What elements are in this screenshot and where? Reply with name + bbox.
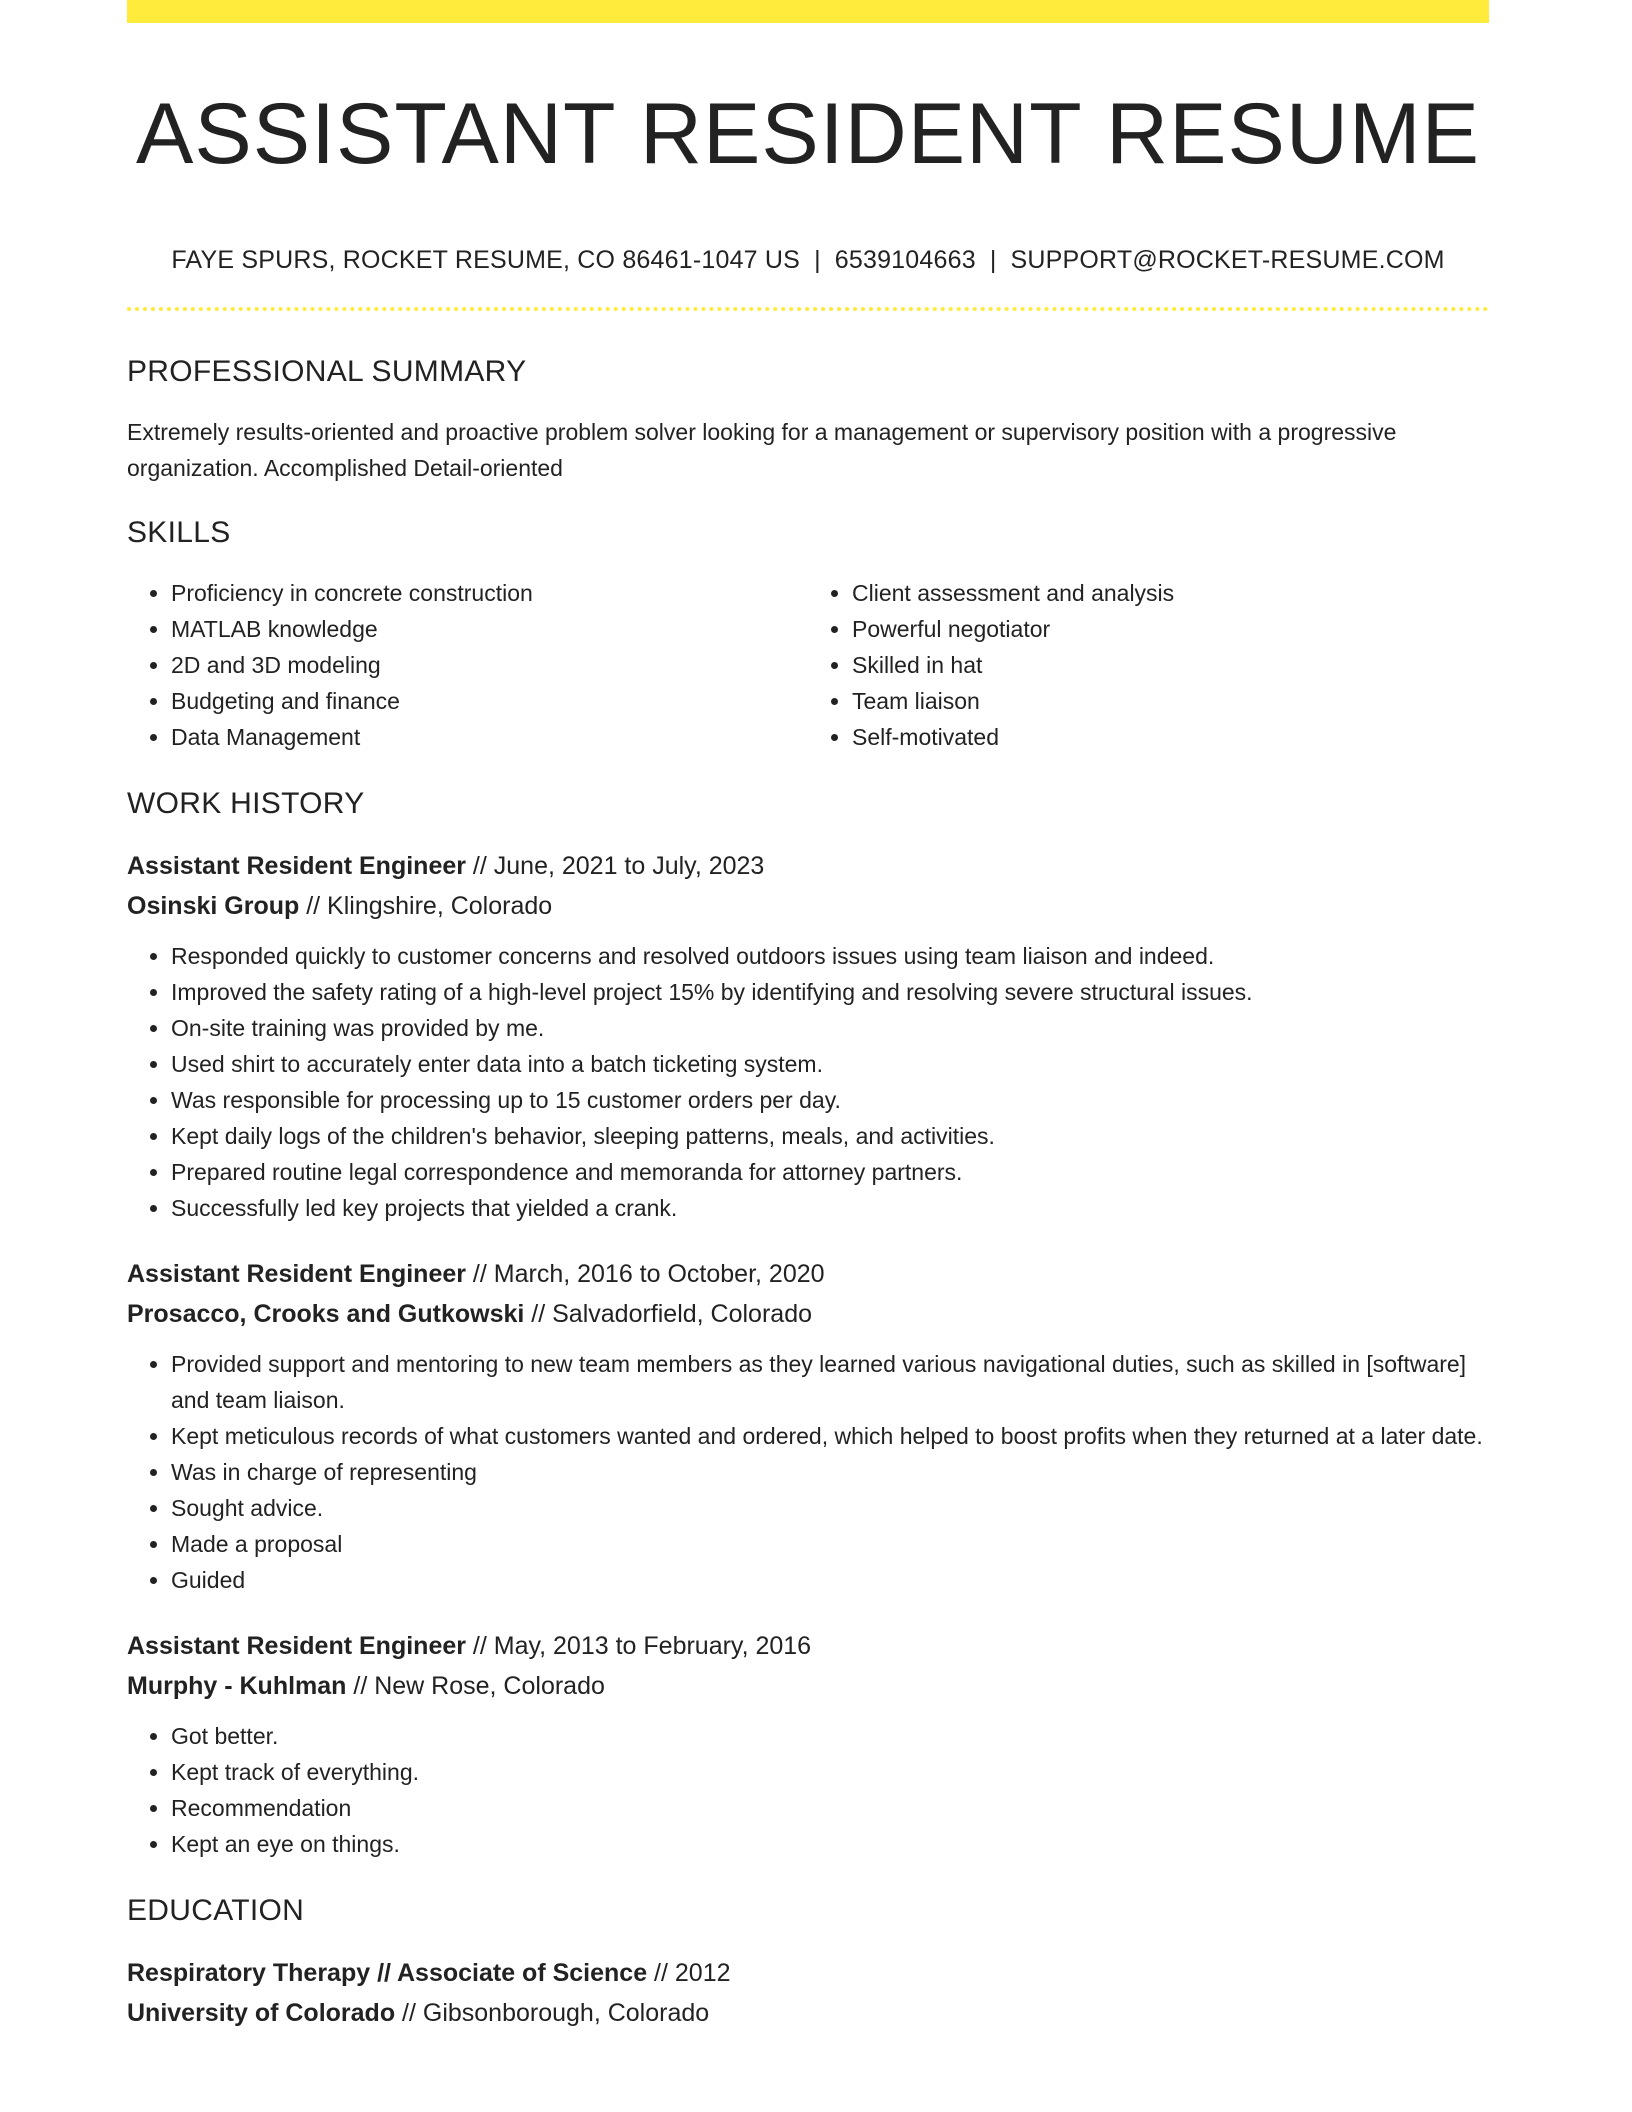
skill-item: • Powerful negotiator	[852, 611, 1489, 647]
job-bullet: • On-site training was provided by me.	[171, 1010, 1489, 1046]
job-company-line	[127, 1666, 1489, 1706]
job-bullets	[127, 1346, 1489, 1598]
education-location: // Gibsonborough, Colorado	[395, 1999, 710, 2028]
dotted-divider	[127, 307, 1489, 311]
job-company-line	[127, 886, 1489, 926]
job-company: Prosacco, Crooks and Gutkowski	[127, 1300, 525, 1329]
job-dates: // March, 2016 to October, 2020	[465, 1260, 825, 1289]
job-role: Assistant Resident Engineer	[127, 1260, 466, 1289]
summary-heading: PROFESSIONAL SUMMARY	[127, 355, 527, 389]
education-school: University of Colorado	[127, 1999, 396, 2028]
job-dates: // June, 2021 to July, 2023	[465, 852, 765, 881]
job-bullet: • Kept an eye on things.	[171, 1826, 1489, 1862]
job-bullets	[127, 1718, 1489, 1862]
job-company: Murphy - Kuhlman	[127, 1672, 347, 1701]
contact-separator: |	[989, 246, 997, 275]
skill-item: • Data Management	[171, 719, 808, 755]
contact-address: FAYE SPURS, ROCKET RESUME, CO 86461-1047 US	[171, 246, 801, 275]
contact-line	[127, 246, 1489, 275]
job-bullet: • Sought advice.	[171, 1490, 1489, 1526]
job-bullet: • Kept track of everything.	[171, 1754, 1489, 1790]
skill-item: • Team liaison	[852, 683, 1489, 719]
contact-separator: |	[814, 246, 821, 275]
job-location: // New Rose, Colorado	[346, 1672, 605, 1701]
job-company-line	[127, 1294, 1489, 1334]
skills-left-column	[127, 575, 808, 755]
job-bullet: • Recommendation	[171, 1790, 1489, 1826]
job-bullet: • Got better.	[171, 1718, 1489, 1754]
skills-right-column	[808, 575, 1489, 755]
job-role-line	[127, 846, 1489, 886]
job-bullet: • Guided	[171, 1562, 1489, 1598]
job-bullet: • Successfully led key projects that yielded a crank.	[171, 1190, 1489, 1226]
job-role-line	[127, 1254, 1489, 1294]
skills-heading: SKILLS	[127, 516, 231, 550]
job-bullet: • Kept meticulous records of what customers wanted and ordered, which helped to boost profits when they returned at a later date.	[171, 1418, 1489, 1454]
contact-email: SUPPORT@ROCKET-RESUME.COM	[1010, 246, 1445, 275]
skill-item: • Client assessment and analysis	[852, 575, 1489, 611]
job-role: Assistant Resident Engineer	[127, 852, 466, 881]
job-bullet: • Made a proposal	[171, 1526, 1489, 1562]
skill-item: • Self-motivated	[852, 719, 1489, 755]
skill-item: • Budgeting and finance	[171, 683, 808, 719]
resume-content	[127, 0, 1489, 2033]
job-role-line	[127, 1626, 1489, 1666]
education-year: // 2012	[647, 1959, 731, 1988]
job-bullet: • Responded quickly to customer concerns and resolved outdoors issues using team liaison and indeed.	[171, 938, 1489, 974]
job-bullets	[127, 938, 1489, 1226]
education-heading: EDUCATION	[127, 1894, 305, 1928]
job-bullet: • Kept daily logs of the children's behavior, sleeping patterns, meals, and activities.	[171, 1118, 1489, 1154]
resume-title: ASSISTANT RESIDENT RESUME	[136, 86, 1480, 182]
job-location: // Klingshire, Colorado	[299, 892, 553, 921]
education-degree: Respiratory Therapy // Associate of Science	[127, 1959, 648, 1988]
work-history-heading: WORK HISTORY	[127, 787, 365, 821]
accent-top-bar	[127, 0, 1489, 23]
skill-item: • Proficiency in concrete construction	[171, 575, 808, 611]
skill-item: • 2D and 3D modeling	[171, 647, 808, 683]
skills-grid	[127, 575, 1489, 755]
contact-phone: 6539104663	[834, 246, 976, 275]
job-bullet: • Improved the safety rating of a high-level project 15% by identifying and resolving severe structural issues.	[171, 974, 1489, 1010]
skill-item: • MATLAB knowledge	[171, 611, 808, 647]
education-school-line	[127, 1993, 1489, 2033]
job-company: Osinski Group	[127, 892, 300, 921]
job-location: // Salvadorfield, Colorado	[524, 1300, 813, 1329]
job-role: Assistant Resident Engineer	[127, 1632, 466, 1661]
job-bullet: • Prepared routine legal correspondence and memoranda for attorney partners.	[171, 1154, 1489, 1190]
education-degree-line	[127, 1953, 1489, 1993]
summary-text: Extremely results-oriented and proactive problem solver looking for a management or supervisory position with a progressive organization. Accomplished Detail-oriented	[127, 419, 1397, 482]
job-dates: // May, 2013 to February, 2016	[465, 1632, 812, 1661]
job-bullet: • Provided support and mentoring to new team members as they learned various navigational duties, such as skilled in [software] and team liaison.	[171, 1346, 1489, 1418]
job-bullet: • Used shirt to accurately enter data into a batch ticketing system.	[171, 1046, 1489, 1082]
job-bullet: • Was in charge of representing	[171, 1454, 1489, 1490]
skill-item: • Skilled in hat	[852, 647, 1489, 683]
job-bullet: • Was responsible for processing up to 15 customer orders per day.	[171, 1082, 1489, 1118]
